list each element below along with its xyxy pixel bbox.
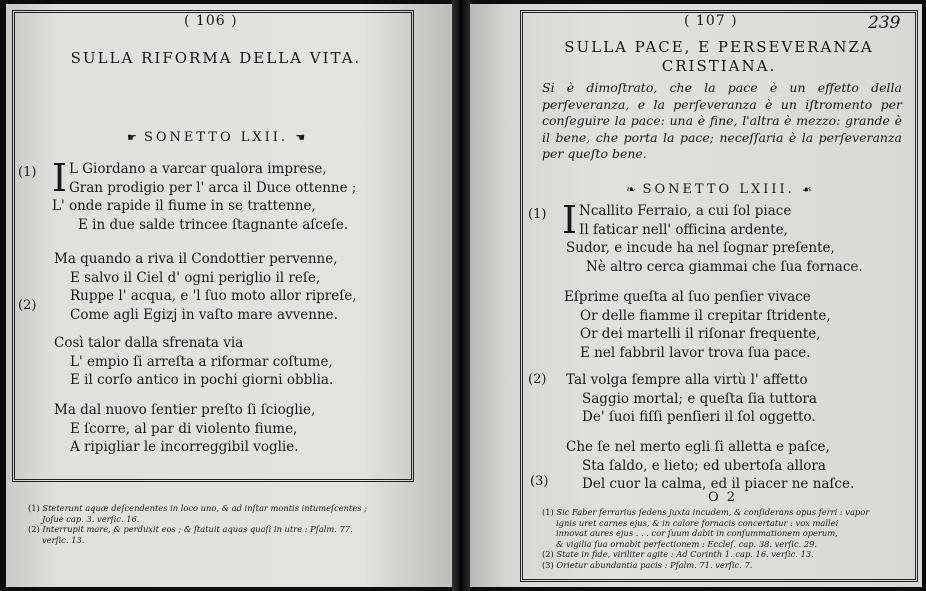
verse-line: Gran prodigio per l' arca il Duce ottenne ; [69, 179, 357, 196]
sonnet-stanza [54, 334, 333, 390]
verse-line: Che ſe nel merto egli ſi alletta e paſce, [566, 439, 830, 455]
verse-line: Ruppe l' acqua, e 'l ſuo moto allor ripreſe, [70, 288, 357, 304]
title-line: CRISTIANA. [661, 57, 777, 75]
verse-line: Or dei martelli il riſonar frequente, [580, 326, 821, 342]
verse-line: Il faticar nell' officina ardente, [579, 221, 788, 238]
verse-line: Del cuor la calma, ed il piacer ne naſce. [582, 476, 855, 492]
verse-line: De' ſuoi fiſſi penſieri il ſol oggetto. [582, 409, 816, 425]
verse-line: E in due salde trincee ſtagnante aſceſe. [78, 216, 349, 233]
book-gutter [452, 0, 470, 591]
page-title: SULLA RIFORMA DELLA VITA. [70, 49, 362, 67]
right-page [470, 4, 922, 587]
footnotes [542, 507, 869, 570]
drop-cap: I [562, 198, 578, 242]
footnote: innovat aures ejus . . . cor ſuum dabit in conſummationem operum, [556, 528, 838, 538]
verse-line: Così talor dalla sfrenata via [54, 335, 244, 351]
verse-line: Come agli Egizj in vaſto mare avvenne. [70, 306, 338, 323]
verse-line: L Giordano a varcar qualora imprese, [69, 161, 327, 177]
verse-line: E nel fabbril lavor trova ſua pace. [580, 344, 811, 361]
verse-line: Ncallito Ferraio, a cui ſol piace [579, 203, 792, 219]
footnote-marker: (2) [528, 372, 547, 387]
footnote-marker: (3) [530, 474, 549, 489]
verse-line: Tal volga ſempre alla virtù l' affetto [566, 372, 808, 388]
verse-line: Sudor, e incude ha nel ſognar preſente, [566, 240, 835, 256]
signature-mark: O 2 [708, 490, 738, 505]
footnote: (2) State in fide, viriliter agite : Ad Corinth 1. cap. 16. verſic. 13. [542, 549, 814, 559]
verse-line: Sta ſaldo, e lieto; ed ubertoſa allora [582, 457, 826, 474]
sonnet-stanza [54, 401, 315, 457]
sonnet-stanza [562, 198, 863, 276]
page-number: ( 106 ) [184, 13, 238, 29]
hand-ornament-icon: ☚ [295, 131, 306, 144]
footnote: ignis uret carnes ejus, & in calore fornacis concertatur : vox mallei [556, 517, 839, 528]
sonnet-heading [526, 182, 912, 197]
verse-line: Nè altro cerca giammai che ſua fornace. [586, 258, 863, 275]
footnote-marker: (2) [18, 298, 37, 313]
sonnet-heading [26, 130, 406, 145]
footnote: (2) Interrupit mare, & perduxit eos ; & ſtatuit aquas quaſi in utre : Pſalm. 77. [28, 524, 353, 534]
sonnet-stanza [566, 438, 854, 494]
page-number: ( 107 ) [684, 13, 738, 29]
footnote: (1) Sic Faber ferrarius ſedens juxta incudem, & conſiderans opus ferri : vapor [542, 507, 870, 517]
hand-ornament-icon: ☛ [126, 131, 137, 144]
sonnet-stanza [566, 371, 817, 427]
drop-cap: I [52, 156, 68, 200]
footnote-marker: (1) [18, 165, 37, 180]
sonnet-label: SONETTO LXII. [143, 130, 289, 145]
verse-line: A ripigliar le incorreggibil voglie. [70, 439, 299, 455]
footnote: (3) Orietur abundantia pacis : Pſalm. 71. verſic. 7. [542, 559, 753, 570]
footnote: & vigilia ſua ornabit perfectionem : Eccleſ. cap. 38. verſic. 29. [556, 538, 818, 549]
footnotes [28, 503, 367, 545]
intro-paragraph: Si è dimoſtrato, che la pace è un effetto della perſeveranza, e la perſeveranza è un iſtromento per conſeguire la pace: una è fine, l'altra è mezzo: grande è il bene, che porta la pace; neceſſaria è la perſeveranza per queſto bene. [542, 80, 902, 161]
leaf-ornament-icon: ❧ [626, 183, 636, 196]
verse-line: Eſprime queſta al ſuo penſier vivace [564, 289, 811, 305]
verse-line: Ma dal nuovo ſentier preſto ſi ſcioglie, [54, 402, 316, 418]
verse-line: Ma quando a riva il Condottier pervenne, [54, 251, 338, 267]
leaf-ornament-icon: ☙ [801, 183, 812, 196]
footnote: Joſue cap. 3. verſic. 16. [42, 513, 140, 524]
page-title [526, 38, 912, 76]
sonnet-stanza [564, 288, 831, 362]
footnote-marker: (1) [528, 207, 547, 222]
sonnet-stanza [52, 156, 357, 234]
title-line: SULLA PACE, E PERSEVERANZA [564, 38, 874, 56]
verse-line: E salvo il Ciel d' ogni periglio il reſe, [70, 269, 321, 286]
sonnet-label: SONETTO LXIII. [642, 182, 795, 197]
verse-line: E il corſo antico in pochi giorni obblia. [70, 372, 334, 388]
left-page [6, 4, 452, 587]
handwritten-folio: 239 [868, 13, 901, 33]
verse-line: Or delle fiamme il crepitar ſtridente, [580, 307, 831, 324]
verse-line: L' empio ſi arreſta a riformar coſtume, [70, 353, 333, 370]
verse-line: E ſcorre, al par di violento fiume, [70, 420, 298, 437]
verse-line: Saggio mortal; e queſta ſia tuttora [582, 390, 817, 407]
footnote: verſic. 13. [42, 534, 85, 545]
sonnet-stanza [54, 250, 357, 324]
footnote: (1) Steterunt aquæ deſcendentes in loco uno, & ad inſtar montis intumeſcentes ; [28, 503, 367, 513]
verse-line: L' onde rapide il fiume in se trattenne, [52, 198, 316, 214]
